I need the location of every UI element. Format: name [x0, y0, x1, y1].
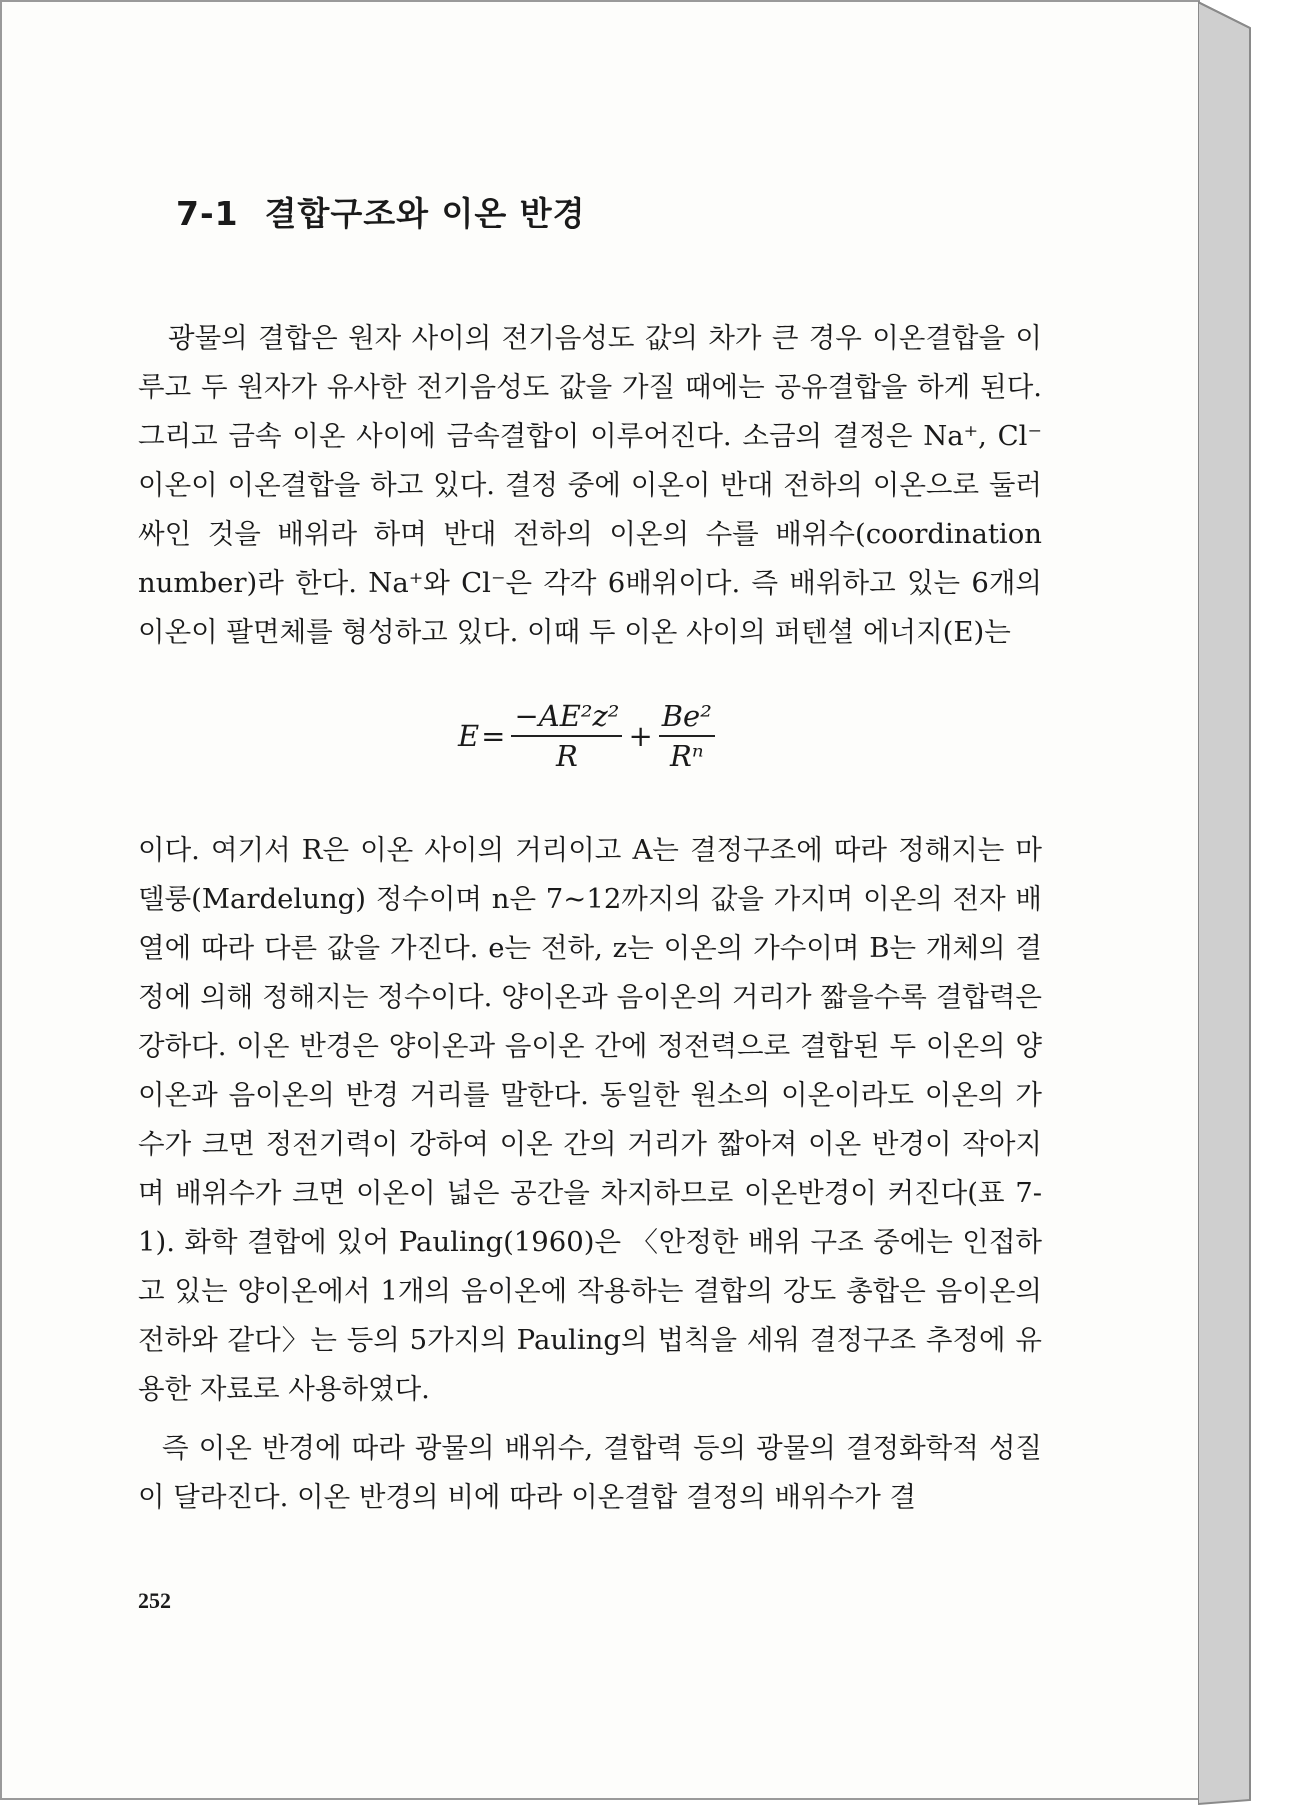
fraction-1-denominator: R: [556, 739, 578, 773]
page-number: 252: [138, 1588, 171, 1613]
formula-equals: =: [481, 719, 506, 753]
fraction-2-denominator: Rⁿ: [670, 739, 704, 773]
fraction-2-numerator: Be²: [659, 699, 715, 737]
paragraph-2: 이다. 여기서 R은 이온 사이의 거리이고 A는 결정구조에 따라 정해지는 마델룽(Mardelung) 정수이며 n은 7~12까지의 값을 가지며 이온의 전자 배열에 따라 다른 값을 가진다. e는 전하, z는 이온의 가수이며 B는 개체의 결정에 의해 정해지는 정수이다. 양이온과 음이온의 거리가 짧을수록 결합력은 강하다. 이온 반경은 양이온과 음이온 간에 정전력으로 결합된 두 이온의 양이온과 음이온의 반경 거리를 말한다. 동일한 원소의 이온이라도 이온의 가수가 크면 정전기력이 강하여 이온 간의 거리가 짧아져 이온 반경이 작아지며 배위수가 크면 이온이 넓은 공간을 차지하므로 이온반경이 커진다(표 7-1). 화학 결합에 있어 Pauling(1960)은 〈안정한 배위 구조 중에는 인접하고 있는 양이온에서 1개의 음이온에 작용하는 결합의 강도 총합은 음이온의 전하와 같다〉는 등의 5가지의 Pauling의 법칙을 세워 결정구조 추정에 유용한 자료로 사용하였다.: [138, 833, 1042, 1405]
formula-fraction-2: [659, 699, 715, 773]
page-stack-edge: [1198, 0, 1252, 1806]
fraction-1-numerator: −AE²z²: [511, 699, 622, 737]
paragraph-1: 광물의 결합은 원자 사이의 전기음성도 값의 차가 큰 경우 이온결합을 이루고 두 원자가 유사한 전기음성도 값을 가질 때에는 공유결합을 하게 된다. 그리고 금속 이온 사이에 금속결합이 이루어진다. 소금의 결정은 Na⁺, Cl⁻ 이온이 이온결합을 하고 있다. 결정 중에 이온이 반대 전하의 이온으로 둘러싸인 것을 배위라 하며 반대 전하의 이온의 수를 배위수(coordination number)라 한다. Na⁺와 Cl⁻은 각각 6배위이다. 즉 배위하고 있는 6개의 이온이 팔면체를 형성하고 있다. 이때 두 이온 사이의 퍼텐셜 에너지(E)는: [138, 321, 1042, 648]
section-number: 7-1: [176, 194, 239, 233]
formula-plus: +: [628, 719, 653, 753]
section-title: 결합구조와 이온 반경: [264, 194, 586, 233]
paragraph-3: 즉 이온 반경에 따라 광물의 배위수, 결합력 등의 광물의 결정화학적 성질이 달라진다. 이온 반경의 비에 따라 이온결합 결정의 배위수가 결: [138, 1431, 1042, 1513]
formula-fraction-1: [511, 699, 622, 773]
section-heading: [176, 188, 586, 235]
potential-energy-formula: [458, 696, 719, 776]
formula-lhs: E: [458, 719, 480, 753]
